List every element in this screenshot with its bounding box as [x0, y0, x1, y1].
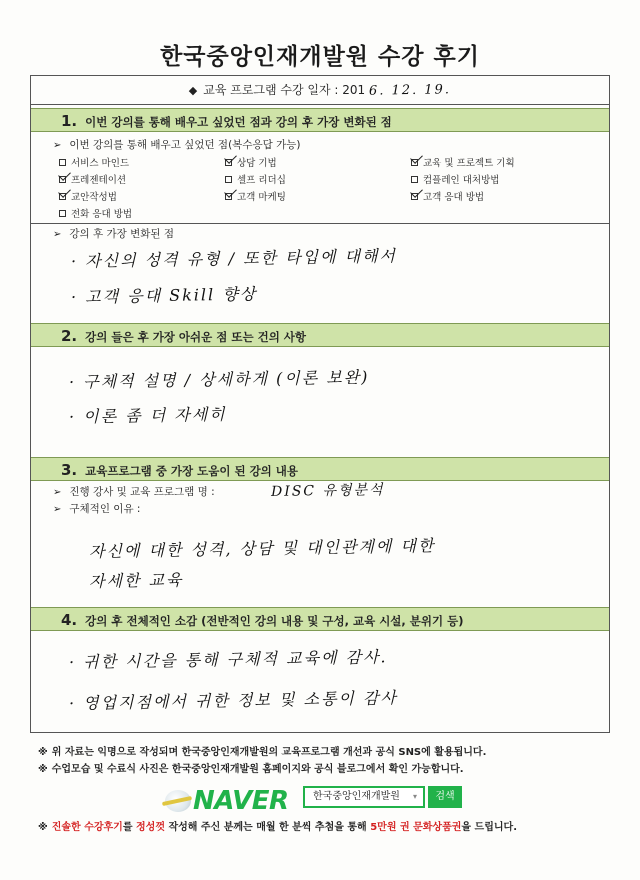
option-label: 상담 기법: [237, 158, 277, 169]
option-label: 고객 마케팅: [237, 192, 286, 203]
section-2-number: 2.: [61, 327, 78, 345]
checkbox-checked-icon[interactable]: [59, 193, 66, 200]
search-value: 한국중앙인재개발원: [313, 791, 400, 802]
arrow-icon: ➢: [53, 487, 62, 498]
promo-highlight: 정성껏: [136, 822, 165, 833]
section-1-answer[interactable]: · 고객 응대 Skill 향상: [70, 284, 258, 307]
reference-mark-icon: ※: [38, 764, 48, 775]
section-1-title: 이번 강의를 통해 배우고 싶었던 점과 강의 후 가장 변화된 점: [85, 115, 392, 129]
naver-ball-icon: [165, 790, 191, 812]
promo-text: 을 드립니다.: [461, 822, 517, 833]
search-button[interactable]: 검색: [428, 786, 462, 808]
section-2-title: 강의 들은 후 가장 아쉬운 점 또는 건의 사항: [85, 330, 307, 344]
option-label: 교안작성법: [71, 192, 117, 203]
promo-line: [38, 818, 517, 833]
checkbox-checked-icon[interactable]: [411, 159, 418, 166]
section-1-sub-a: [53, 137, 300, 152]
section-4-answer[interactable]: · 귀한 시간을 통해 구체적 교육에 감사.: [68, 647, 388, 672]
checkbox-checked-icon[interactable]: [411, 193, 418, 200]
section-1-sub-a-label: 이번 강의를 통해 배우고 싶었던 점(복수응답 가능): [69, 139, 301, 151]
section-3-answer[interactable]: 자신에 대한 성격, 상담 및 대인관계에 대한: [88, 535, 436, 562]
option-counseling[interactable]: [225, 155, 277, 169]
diamond-icon: ◆: [188, 84, 198, 97]
option-label: 교육 및 프로젝트 기획: [423, 158, 515, 169]
section-3-sub-a-label: 진행 강사 및 교육 프로그램 명 :: [69, 486, 215, 498]
note-text: 수업모습 및 수료식 사진은 한국중앙인재개발원 홈페이지와 공식 블로그에서 확인 가능합니다.: [51, 764, 464, 775]
section-2-answer[interactable]: · 구체적 설명 / 상세하게 (이론 보완): [68, 367, 370, 392]
option-presentation[interactable]: [59, 172, 126, 186]
date-value[interactable]: 6. 12. 19.: [369, 82, 452, 99]
arrow-icon: ➢: [53, 229, 62, 240]
option-lesson-plan[interactable]: [59, 189, 117, 203]
section-3-title: 교육프로그램 중 가장 도움이 된 강의 내용: [85, 464, 299, 478]
section-3-sub-b-label: 구체적인 이유 :: [69, 503, 141, 515]
dropdown-arrow-icon: ▾: [412, 792, 417, 801]
option-complaint[interactable]: [411, 172, 499, 186]
naver-wordmark: NAVER: [193, 786, 289, 816]
option-label: 컴플레인 대처방법: [423, 175, 500, 186]
section-1-sub-b: [53, 226, 174, 241]
section-3-heading: [31, 457, 609, 481]
option-planning[interactable]: [411, 155, 515, 169]
option-service-mind[interactable]: [59, 155, 129, 169]
option-label: 전화 응대 방법: [71, 209, 133, 220]
option-label: 고객 응대 방법: [423, 192, 485, 203]
naver-search-input[interactable]: [303, 786, 425, 808]
promo-text: 를: [122, 822, 136, 833]
divider: [31, 223, 609, 224]
section-3-sub-a: [53, 484, 215, 499]
option-self-leadership[interactable]: [225, 172, 286, 186]
section-4-number: 4.: [61, 611, 78, 629]
section-3-answer[interactable]: 자세한 교육: [88, 570, 184, 591]
date-label: 교육 프로그램 수강 일자 : 201: [203, 83, 366, 97]
option-marketing[interactable]: [225, 189, 286, 203]
naver-logo[interactable]: [165, 786, 289, 816]
reference-mark-icon: ※: [38, 822, 48, 833]
section-1-sub-b-label: 강의 후 가장 변화된 점: [69, 228, 175, 240]
section-3-sub-b: [53, 501, 140, 516]
option-label: 서비스 마인드: [71, 158, 130, 169]
promo-text: 작성해 주신 분께는 매월 한 분씩 추첨을 통해: [164, 822, 371, 833]
checkbox-checked-icon[interactable]: [225, 193, 232, 200]
section-1-number: 1.: [61, 112, 78, 130]
checkbox-icon[interactable]: [59, 210, 66, 217]
checkbox-icon[interactable]: [225, 176, 232, 183]
date-row: [31, 76, 609, 105]
promo-highlight: 5만원 권 문화상품권: [370, 822, 462, 833]
arrow-icon: ➢: [53, 140, 62, 151]
reference-mark-icon: ※: [38, 747, 48, 758]
section-1-heading: [31, 108, 609, 132]
note-line: [38, 760, 464, 775]
checkbox-icon[interactable]: [59, 159, 66, 166]
option-phone[interactable]: [59, 206, 132, 220]
review-form: [30, 75, 610, 733]
checkbox-icon[interactable]: [411, 176, 418, 183]
promo-highlight: 진솔한 수강후기: [51, 822, 123, 833]
section-4-title: 강의 후 전체적인 소감 (전반적인 강의 내용 및 구성, 교육 시설, 분위기 등): [85, 614, 464, 628]
section-4-answer[interactable]: · 영업지점에서 귀한 정보 및 소통이 감사: [68, 688, 399, 713]
note-line: [38, 743, 486, 758]
section-4-heading: [31, 607, 609, 631]
checkbox-checked-icon[interactable]: [59, 176, 66, 183]
option-label: 셀프 리더십: [237, 175, 286, 186]
arrow-icon: ➢: [53, 504, 62, 515]
section-1-answer[interactable]: · 자신의 성격 유형 / 또한 타입에 대해서: [70, 246, 398, 271]
form-title: 한국중앙인재개발원 수강 후기: [160, 44, 480, 70]
section-2-heading: [31, 323, 609, 347]
note-text: 위 자료는 익명으로 작성되며 한국중앙인재개발원의 교육프로그램 개선과 공식 SNS에 활용됩니다.: [51, 747, 487, 758]
section-2-answer[interactable]: · 이론 좀 더 자세히: [68, 404, 227, 427]
program-answer[interactable]: DISC 유형분석: [270, 482, 385, 500]
checkbox-checked-icon[interactable]: [225, 159, 232, 166]
option-customer-service[interactable]: [411, 189, 484, 203]
option-label: 프레젠테이션: [71, 175, 127, 186]
section-3-number: 3.: [61, 461, 78, 479]
